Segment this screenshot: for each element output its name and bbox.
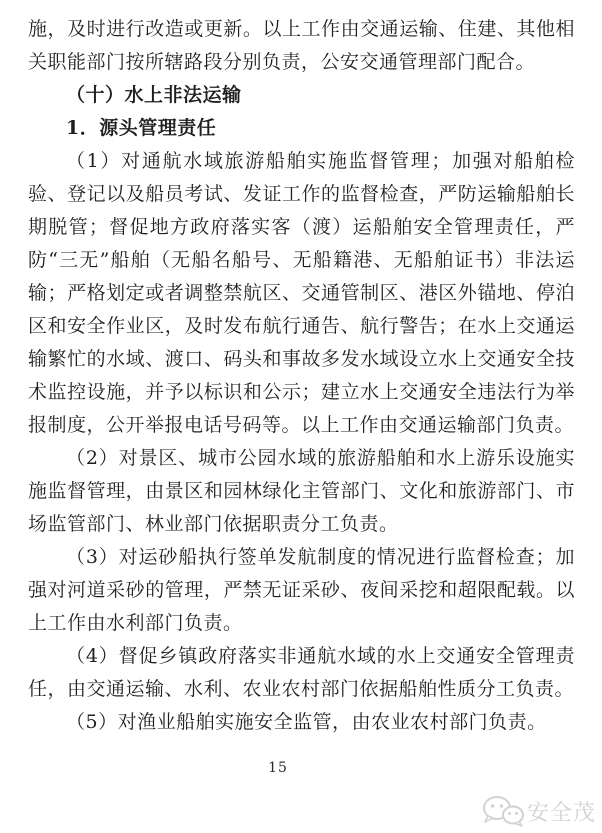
page-number: 15 — [268, 760, 288, 776]
watermark — [482, 795, 596, 827]
subsection-heading: 1．源头管理责任 — [66, 117, 217, 139]
paragraph-item-4: （4）督促乡镇政府落实非通航水域的水上交通安全管理责任，由交通运输、水利、农业农村部门依据船舶性质分工负责。 — [28, 645, 575, 700]
document-page — [28, 13, 575, 739]
wechat-icon — [482, 795, 524, 827]
paragraph-continuation: 施，及时进行改造或更新。以上工作由交通运输、住建、其他相关职能部门按所辖路段分别负责，公安交通管理部门配合。 — [28, 18, 575, 73]
paragraph-item-5: （5）对渔业船舶实施安全监管，由农业农村部门负责。 — [66, 711, 547, 733]
paragraph-item-3: （3）对运砂船执行签单发航制度的情况进行监督检查；加强对河道采砂的管理，严禁无证采砂、夜间采挖和超限配载。以上工作由水利部门负责。 — [28, 546, 575, 634]
section-heading: （十）水上非法运输 — [66, 84, 242, 106]
paragraph-item-2: （2）对景区、城市公园水域的旅游船舶和水上游乐设施实施监督管理，由景区和园林绿化主管部门、文化和旅游部门、市场监管部门、林业部门依据职责分工负责。 — [28, 447, 575, 535]
paragraph-item-1: （1）对通航水域旅游船舶实施监督管理；加强对船舶检验、登记以及船员考试、发证工作的监督检查，严防运输船舶长期脱管；督促地方政府落实客（渡）运船舶安全管理责任，严防“三无”船舶（无船名船号、无船籍港、无船舶证书）非法运输；严格划定或者调整禁航区、交通管制区、港区外锚地、停泊区和安全作业区，及时发布航行通告、航行警告；在水上交通运输繁忙的水域、渡口、码头和事故多发水域设立水上交通安全技术监控设施，并予以标识和公示；建立水上交通安全违法行为举报制度，公开举报电话号码等。以上工作由交通运输部门负责。 — [28, 150, 575, 436]
watermark-label: 安全茂 — [526, 800, 596, 826]
